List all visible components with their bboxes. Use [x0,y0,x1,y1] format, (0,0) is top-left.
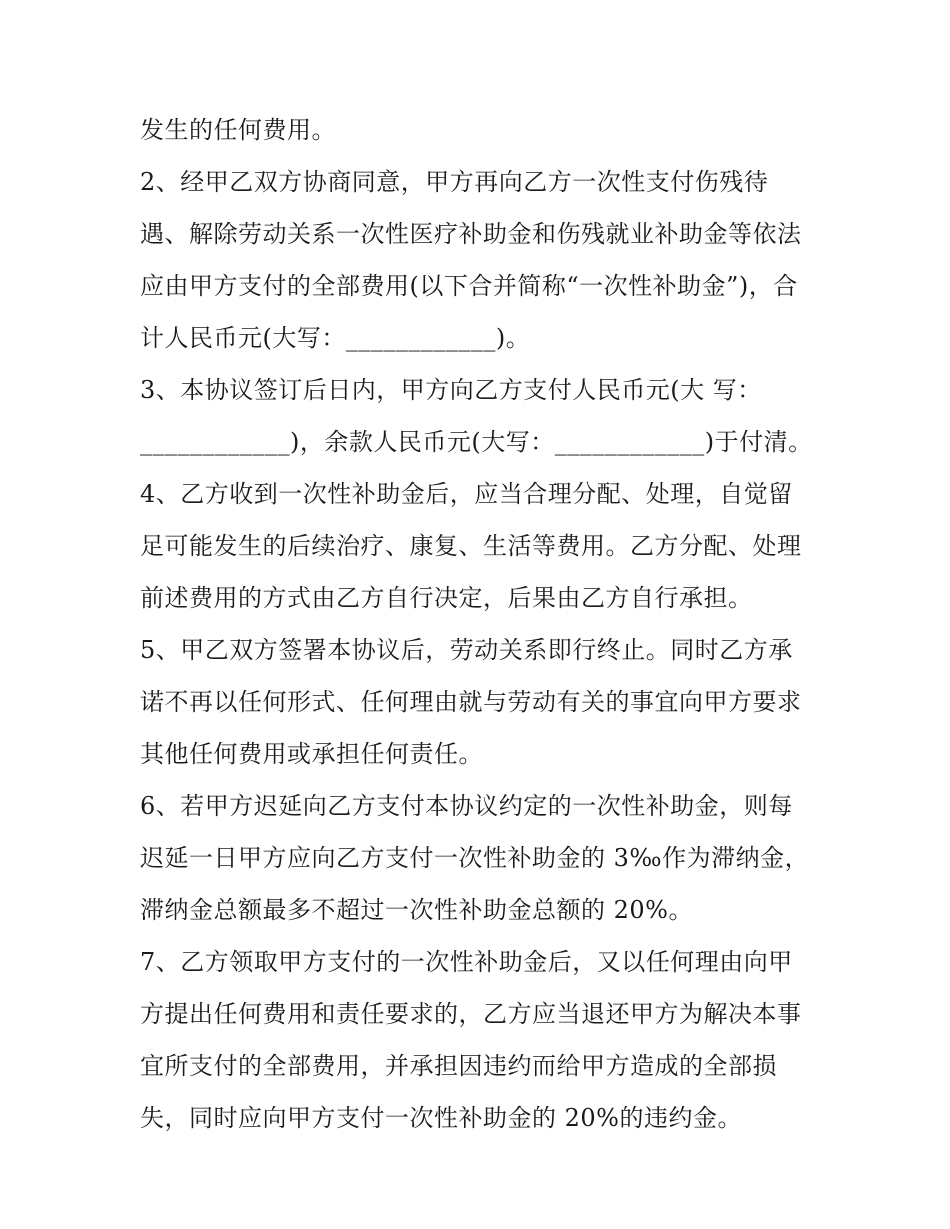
text-line-11: 5、甲乙双方签署本协议后，劳动关系即行终止。同时乙方承 [140,636,793,664]
text-line-1: 发生的任何费用。 [140,116,336,144]
text-line-20: 失，同时应向甲方支付一次性补助金的 20%的违约金。 [140,1104,742,1132]
text-line-9: 足可能发生的后续治疗、康复、生活等费用。乙方分配、处理 [140,532,802,560]
text-line-18: 方提出任何费用和责任要求的，乙方应当退还甲方为解决本事 [140,1000,802,1028]
text-line-7: ____________)，余款人民币元(大写：____________)于付清。 [140,428,813,456]
text-line-6: 3、本协议签订后日内，甲方向乙方支付人民币元(大 写： [140,376,762,404]
text-line-15: 迟延一日甲方应向乙方支付一次性补助金的 3‰作为滞纳金， [140,844,810,872]
text-line-4: 应由甲方支付的全部费用(以下合并简称“一次性补助金”)，合 [140,272,798,300]
text-line-5: 计人民币元(大写：____________)。 [140,324,531,352]
text-line-2: 2、经甲乙双方协商同意，甲方再向乙方一次性支付伤残待 [140,168,769,196]
text-line-19: 宜所支付的全部费用，并承担因违约而给甲方造成的全部损 [140,1052,777,1080]
text-line-13: 其他任何费用或承担任何责任。 [140,740,483,768]
text-line-12: 诺不再以任何形式、任何理由就与劳动有关的事宜向甲方要求 [140,688,802,716]
text-line-8: 4、乙方收到一次性补助金后，应当合理分配、处理，自觉留 [140,480,793,508]
text-line-17: 7、乙方领取甲方支付的一次性补助金后，又以任何理由向甲 [140,948,793,976]
document-body [140,104,830,1144]
text-line-14: 6、若甲方迟延向乙方支付本协议约定的一次性补助金，则每 [140,792,793,820]
text-line-16: 滞纳金总额最多不超过一次性补助金总额的 20%。 [140,896,693,924]
text-line-3: 遇、解除劳动关系一次性医疗补助金和伤残就业补助金等依法 [140,220,802,248]
text-line-10: 前述费用的方式由乙方自行决定，后果由乙方自行承担。 [140,584,753,612]
